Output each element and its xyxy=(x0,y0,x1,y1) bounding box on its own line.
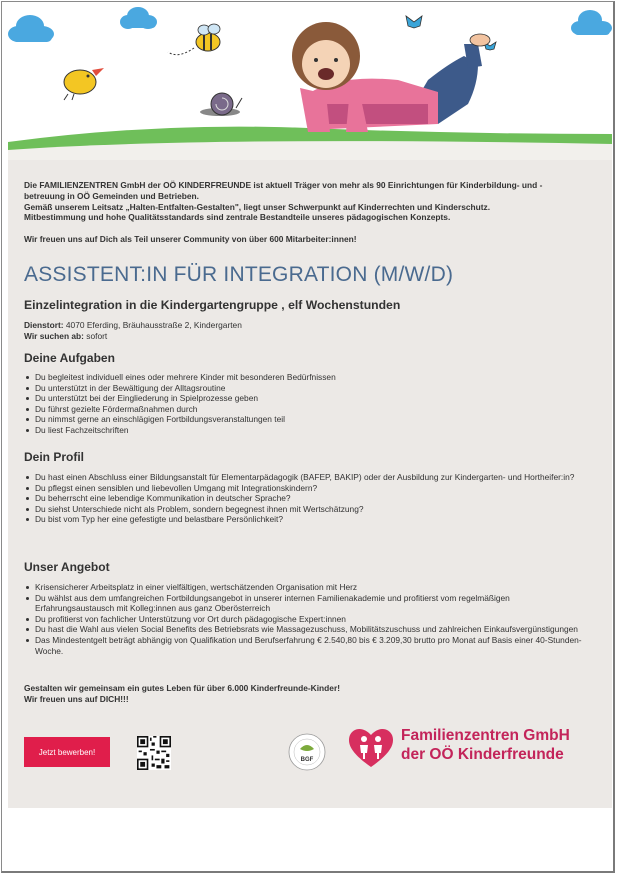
list-item: Das Mindestentgelt beträgt abhängig von Qualifikation und Berufserfahrung € 2.540,80 bis € 3.209,30 brutto pro Monat auf Basis einer 40-Stunden-Woche. xyxy=(24,635,584,656)
bird-drawing xyxy=(64,68,104,100)
list-item: Krisensicherer Arbeitsplatz in einer vielfältigen, wertschätzenden Organisation mit Herz xyxy=(24,582,584,593)
profile-heading: Dein Profil xyxy=(24,450,85,464)
start-value: sofort xyxy=(86,330,108,341)
cloud-right xyxy=(571,10,612,35)
list-item: Du siehst Unterschiede nicht als Problem, sondern begegnest ihnen mit Wertschätzung? xyxy=(24,504,584,515)
tasks-list xyxy=(24,372,584,436)
closing-line: Gestalten wir gemeinsam ein gutes Leben für über 6.000 Kinderfreunde-Kinder! xyxy=(24,683,340,693)
cloud-center xyxy=(120,7,157,29)
intro-line: Gemäß unserem Leitsatz „Halten-Entfalten-Gestalten", liegt unser Schwerpunkt auf Kinderrechten und Kinderschutz. xyxy=(24,201,491,212)
content-panel xyxy=(8,160,612,808)
list-item: Du profitierst von fachlicher Unterstützung vor Ort durch pädagogische Expert:innen xyxy=(24,614,584,625)
offer-heading: Unser Angebot xyxy=(24,560,110,574)
bgf-seal-icon xyxy=(288,733,326,771)
hero-illustration xyxy=(8,4,612,164)
start-label: Wir suchen ab: xyxy=(24,330,84,341)
list-item: Du führst gezielte Fördermaßnahmen durch xyxy=(24,404,584,415)
intro-line: betreuung in OÖ Gemeinden und Betrieben. xyxy=(24,190,199,201)
logo-text-line1: Familienzentren GmbH xyxy=(401,727,570,744)
intro-line: Die FAMILIENZENTREN GmbH der OÖ KINDERFREUNDE ist aktuell Träger von mehr als 90 Einrichtungen für Kinderbildung- und - xyxy=(24,180,543,190)
cloud-left xyxy=(8,15,54,42)
profile-list xyxy=(24,472,584,525)
list-item: Du nimmst gerne an einschlägigen Fortbildungsveranstaltungen teil xyxy=(24,414,584,425)
list-item: Du liest Fachzeitschriften xyxy=(24,425,584,436)
location-value: 4070 Eferding, Bräuhausstraße 2, Kindergarten xyxy=(65,320,242,330)
job-title: ASSISTENT:IN FÜR INTEGRATION (M/W/D) xyxy=(24,263,454,286)
location-label: Dienstort: xyxy=(24,320,64,330)
job-subtitle: Einzelintegration in die Kindergartengruppe , elf Wochenstunden xyxy=(24,298,401,312)
list-item: Du pflegst einen sensiblen und liebevollen Umgang mit Integrationskindern? xyxy=(24,483,584,494)
girl-drawing xyxy=(292,22,490,132)
list-item: Du wählst aus dem umfangreichen Fortbildungsangebot in unserer internen Familienakademie und profitierst vom regelmäßigen Erfahrungsaustausch mit Kolleg:innen aus ganz Oberösterreich xyxy=(24,593,584,614)
closing-text xyxy=(24,683,340,705)
list-item: Du hast einen Abschluss einer Bildungsanstalt für Elementarpädagogik (BAFEP, BAKIP) oder der Ausbildung zur Kindergarten- und Hortheifer:in? xyxy=(24,472,584,483)
organization-logo xyxy=(346,725,586,770)
list-item: Du unterstützt in der Bewältigung der Alltagsroutine xyxy=(24,383,584,394)
intro-line: Wir freuen uns auf Dich als Teil unserer Community von über 600 Mitarbeiter:innen! xyxy=(24,234,357,245)
list-item: Du unterstützt bei der Eingliederung in Spielprozesse geben xyxy=(24,393,584,404)
list-item: Du bist vom Typ her eine gefestigte und belastbare Persönlichkeit? xyxy=(24,514,584,525)
bee-drawing xyxy=(168,24,220,55)
apply-button[interactable]: Jetzt bewerben! xyxy=(24,737,110,767)
job-meta xyxy=(24,320,242,341)
seal-label: BGF xyxy=(300,757,314,763)
snail-drawing xyxy=(200,93,242,116)
list-item: Du hast die Wahl aus vielen Social Benefits des Betriebsrats wie Massagezuschuss, Mobilitätszuschuss und zahlreichen Einkaufsvergünstigungen xyxy=(24,624,584,635)
intro-text xyxy=(24,180,584,245)
logo-text-line2: der OÖ Kinderfreunde xyxy=(401,746,564,763)
list-item: Du beherrscht eine lebendige Kommunikation in deutscher Sprache? xyxy=(24,493,584,504)
closing-line: Wir freuen uns auf DICH!!! xyxy=(24,693,129,704)
offer-list xyxy=(24,582,584,656)
tasks-heading: Deine Aufgaben xyxy=(24,351,115,365)
qr-code[interactable] xyxy=(137,736,171,770)
list-item: Du begleitest individuell eines oder mehrere Kinder mit besonderen Bedürfnissen xyxy=(24,372,584,383)
intro-line: Mitbestimmung und hohe Qualitätsstandards sind zentrale Bestandteile unseres pädagogischen Konzepts. xyxy=(24,212,451,223)
heart-logo-icon xyxy=(346,725,396,770)
